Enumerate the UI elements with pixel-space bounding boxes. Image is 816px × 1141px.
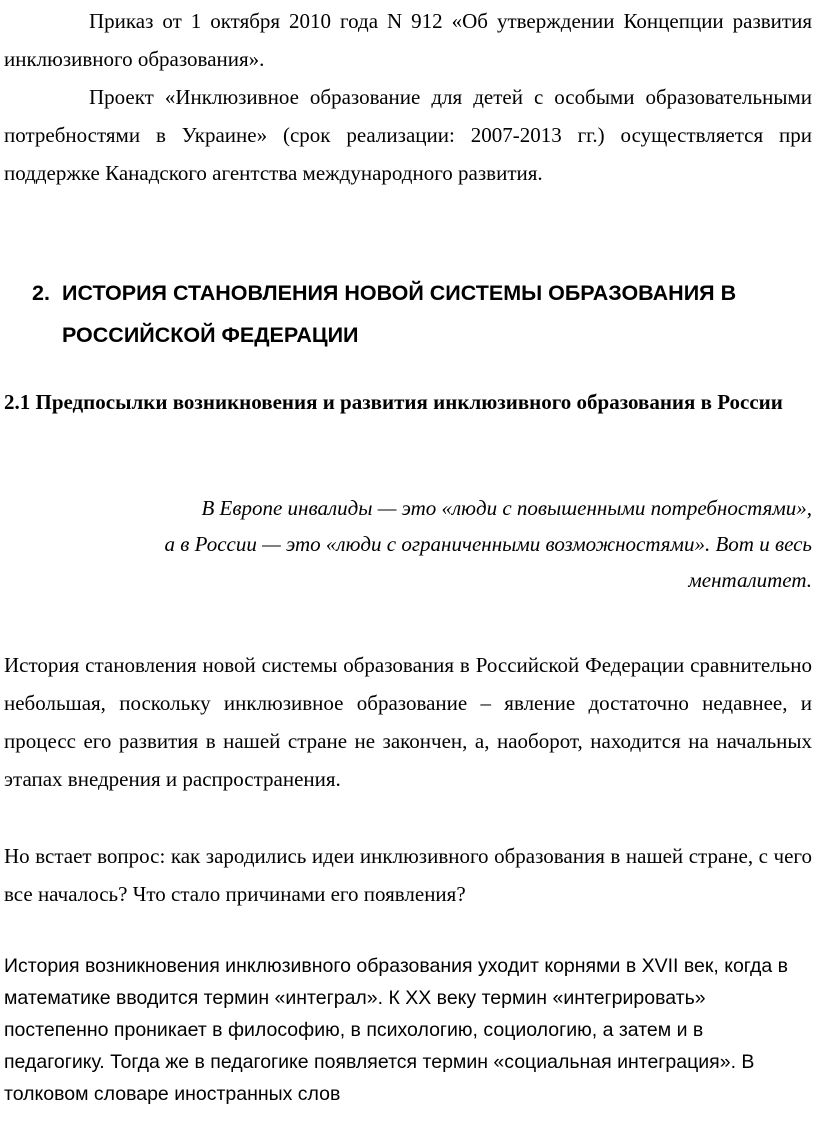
paragraph-history-intro: История становления новой системы образования в Российской Федерации сравнительно небольшая, поскольку инклюзивное образование – явление достаточно недавнее, и процесс его развития в нашей стране не закончен, а, наоборот, находится на начальных этапах внедрения и распространения. [4,653,812,791]
paragraph-order-reference: Приказ от 1 октября 2010 года N 912 «Об утверждении Концепции развития инклюзивного образования». [4,9,812,71]
section-title: ИСТОРИЯ СТАНОВЛЕНИЯ НОВОЙ СИСТЕМЫ ОБРАЗОВАНИЯ В РОССИЙСКОЙ ФЕДЕРАЦИИ [62,281,737,347]
paragraph-question: Но встает вопрос: как зародились идеи инклюзивного образования в нашей стране, с чего все началось? Что стало причинами его появления? [4,844,812,906]
paragraph-history-origin: История возникновения инклюзивного образования уходит корнями в XVII век, когда в математике вводится термин «интеграл». К XX веку термин «интегрировать» постепенно проникает в философию, в психологию, социологию, а затем и в педагогику. Тогда же в педагогике появляется термин «социальная интеграция». В толковом словаре иностранных слов [4,955,789,1105]
paragraph-project-ukraine: Проект «Инклюзивное образование для детей с особыми образовательными потребностями в Украине» (срок реализации: 2007-2013 гг.) осуществляется при поддержке Канадского агентства международного развития. [4,85,812,185]
epigraph-line-3: менталитет. [688,568,812,592]
epigraph-line-2: а в России — это «люди с ограниченными возможностями». Вот и весь [164,532,812,556]
subsection-heading: 2.1 Предпосылки возникновения и развития инклюзивного образования в России [4,390,783,414]
section-number: 2. [32,281,50,305]
epigraph-line-1: В Европе инвалиды — это «люди с повышенными потребностями», [201,496,812,520]
epigraph [4,490,812,598]
section-heading [32,272,812,356]
